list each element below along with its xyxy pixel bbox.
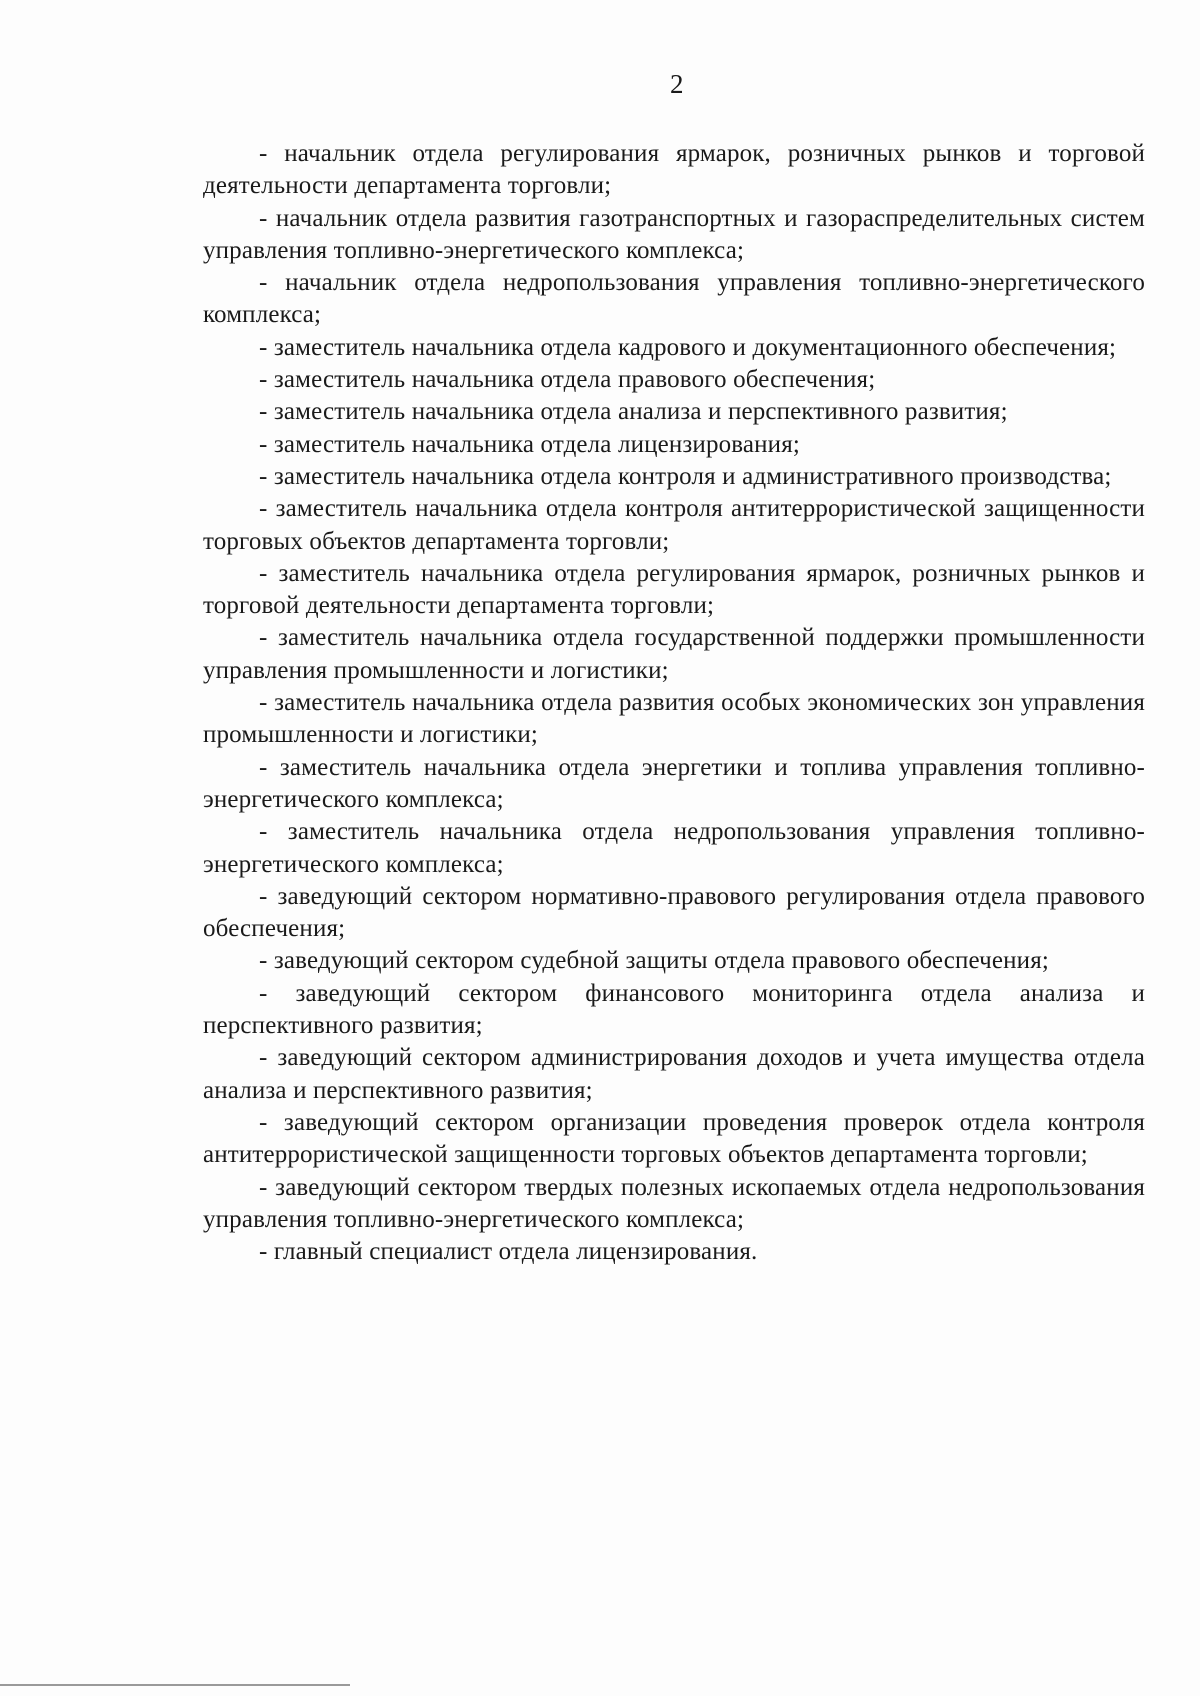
list-item: - заведующий сектором администрирования доходов и учета имущества отдела анализа и перспективного развития;: [203, 1044, 1145, 1104]
list-item: - начальник отдела развития газотранспортных и газораспределительных систем управления топливно-энергетического комплекса;: [203, 204, 1145, 264]
list-item: - заведующий сектором организации проведения проверок отдела контроля антитеррористической защищенности торговых объектов департамента торговли;: [203, 1108, 1145, 1169]
scan-edge-line: [0, 1684, 350, 1686]
page-number: 2: [670, 69, 684, 99]
list-item: - заместитель начальника отдела анализа и перспективного развития;: [259, 398, 1008, 426]
list-item: - заведующий сектором нормативно-правового регулирования отдела правового обеспечения;: [203, 882, 1145, 943]
list-item: - заведующий сектором финансового мониторинга отдела анализа и перспективного развития;: [203, 979, 1145, 1040]
list-item: - заместитель начальника отдела регулирования ярмарок, розничных рынков и торговой деятельности департамента торговли;: [203, 559, 1145, 620]
page-number-area: [0, 68, 1200, 108]
list-item: - заведующий сектором твердых полезных ископаемых отдела недропользования управления топливно-энергетического комплекса;: [203, 1173, 1145, 1233]
list-item: - заместитель начальника отдела недропользования управления топливно-энергетического комплекса;: [203, 818, 1145, 878]
list-item: - заместитель начальника отдела контроля и административного производства;: [259, 462, 1112, 490]
document-body: [203, 138, 1145, 1268]
list-item: - заместитель начальника отдела развития особых экономических зон управления промышленности и логистики;: [203, 689, 1145, 749]
list-item: - заместитель начальника отдела государственной поддержки промышленности управления промышленности и логистики;: [203, 624, 1145, 684]
list-item: - заместитель начальника отдела контроля антитеррористической защищенности торговых объектов департамента торговли;: [203, 495, 1145, 555]
list-item: - заместитель начальника отдела кадрового и документационного обеспечения;: [259, 333, 1117, 361]
list-item: - заведующий сектором судебной защиты отдела правового обеспечения;: [259, 947, 1049, 975]
list-item: - заместитель начальника отдела энергетики и топлива управления топливно-энергетического комплекса;: [203, 753, 1145, 813]
list-item: - заместитель начальника отдела лицензирования;: [259, 430, 800, 458]
list-item: - главный специалист отдела лицензирования.: [259, 1238, 758, 1266]
list-item: - заместитель начальника отдела правового обеспечения;: [259, 366, 876, 394]
list-item: - начальник отдела регулирования ярмарок, розничных рынков и торговой деятельности департамента торговли;: [203, 140, 1145, 200]
list-item: - начальник отдела недропользования управления топливно-энергетического комплекса;: [203, 269, 1145, 329]
